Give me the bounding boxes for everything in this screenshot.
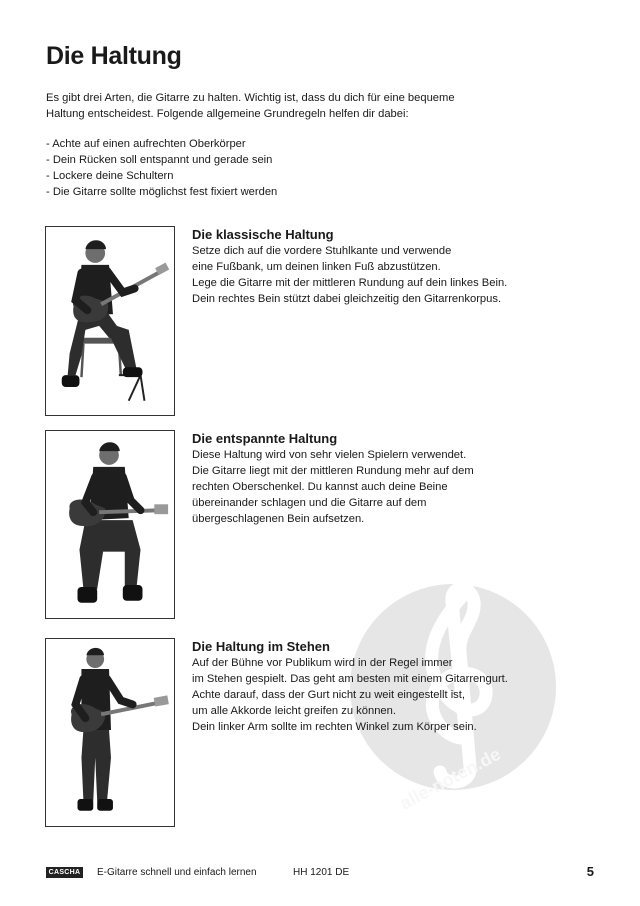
section-line: übereinander schlagen und die Gitarre auf dem [192,497,427,509]
rule-item: - Die Gitarre sollte möglichst fest fixiert werden [46,186,278,198]
rule-item: - Dein Rücken soll entspannt und gerade sein [46,154,273,166]
publisher-logo: CASCHA [46,867,83,878]
section-standing-text [192,638,572,735]
section-line: im Stehen gespielt. Das geht am besten mit einem Gitarrengurt. [192,673,508,685]
section-line: Achte darauf, dass der Gurt nicht zu weit eingestellt ist, [192,689,465,701]
page-title: Die Haltung [46,42,182,70]
photo-classic-posture [45,226,175,416]
rules-list [46,136,496,200]
section-line: Setze dich auf die vordere Stuhlkante und verwende [192,245,452,257]
rule-item: - Achte auf einen aufrechten Oberkörper [46,138,246,150]
section-relaxed-text [192,430,572,527]
page-footer [46,866,596,882]
section-line: Lege die Gitarre mit der mittleren Rundung auf dein linkes Bein. [192,277,508,289]
rule-item: - Lockere deine Schultern [46,170,174,182]
section-line: Dein rechtes Bein stützt dabei gleichzeitig den Gitarrenkorpus. [192,293,502,305]
section-classic-text [192,226,572,307]
section-line: um alle Akkorde leicht greifen zu können. [192,705,396,717]
footer-book-title: E-Gitarre schnell und einfach lernen [97,867,257,878]
section-line: Dein linker Arm sollte im rechten Winkel zum Körper sein. [192,721,477,733]
footer-order-code: HH 1201 DE [293,867,350,878]
intro-paragraph: Es gibt drei Arten, die Gitarre zu halten. Wichtig ist, dass du dich für eine bequeme Haltung entscheidest. Folgende allgemeine Grundregeln helfen dir dabei: [46,92,455,120]
svg-text:alle-noten.de: alle-noten.de [396,743,504,814]
section-line: Diese Haltung wird von sehr vielen Spielern verwendet. [192,449,467,461]
photo-relaxed-posture [45,430,175,619]
section-heading: Die Haltung im Stehen [192,639,330,654]
intro-block [46,90,496,200]
section-line: rechten Oberschenkel. Du kannst auch deine Beine [192,481,448,493]
section-line: eine Fußbank, um deinen linken Fuß abzustützen. [192,261,441,273]
photo-standing-posture [45,638,175,827]
section-heading: Die entspannte Haltung [192,431,338,446]
section-line: Die Gitarre liegt mit der mittleren Rundung mehr auf dem [192,465,474,477]
section-heading: Die klassische Haltung [192,227,334,242]
page-number: 5 [586,864,594,879]
section-line: Auf der Bühne vor Publikum wird in der Regel immer [192,657,453,669]
section-line: übergeschlagenen Bein aufsetzen. [192,513,365,525]
